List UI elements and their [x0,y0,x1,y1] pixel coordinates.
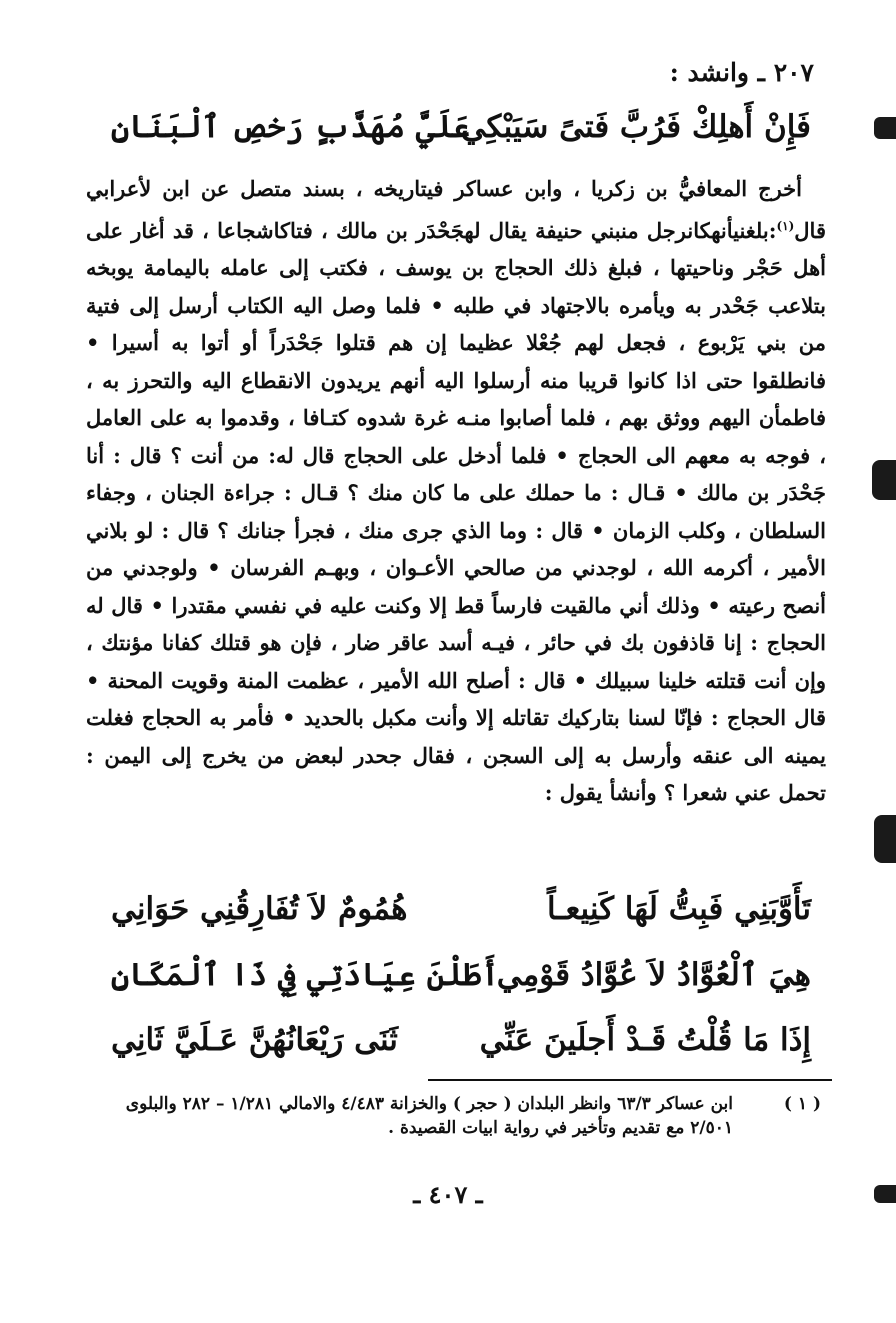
poem-line-1-second: هُمُومٌ لاَ تُفَارِقُنِي حَوَانِي [111,891,408,927]
narrative-opening: أخرج المعافيُّ بن زكريا ، وابن عساكر فيتاريخه ، بسند متصل عن ابن لأعرابي قال [86,176,826,243]
footnote [81,1092,821,1140]
poem-line-3 [111,1013,811,1067]
verse-first-hemistich: فَإِنْ أَهلِكْ فَرُبَّ فَتىً سَيَبْكِي [460,109,811,145]
margin-ink-mark [872,460,896,500]
margin-ink-mark [874,1185,896,1203]
entry-heading: ٢٠٧ ـ وانشد : [669,58,814,87]
poem-line-1 [111,882,811,936]
footnote-number: ( ١ ) [783,1094,821,1114]
narrative-body: :بلغنيأنهكانرجل منبني حنيفة يقال لهجَحْدَر بن مالك ، فتاكاشجاعا ، قد أغار على أهل حَجْر وناحيتها ، فبلغ ذلك الحجاج بن يوسف ، فكتب إلى عامله باليمامة يوبخه بتلاعب جَحْدر به ويأمره بالاجتهاد في طلبه • فلما وصل اليه الكتاب أرسل إلى فتية من بني يَرْبوع ، فجعل لهم جُعْلا عظيما إن هم قتلوا جَحْدَراً أو أتوا به أسيرا • فانطلقوا حتى اذا كانوا قريبا منه أرسلوا اليه أنهم يريدون الانقطاع اليه والتحرز به ، فاطمأن اليهم ووثق بهم ، فلما أصابوا منـه غرة شدوه كتـافا ، وقدموا به على العامل ، فوجه به معهم الى الحجاج • فلما أدخل على الحجاج قال له: من أنت ؟ قال : أنا جَحْدَر بن مالك • قـال : ما حملك على ما كان منك ؟ قـال : جراءة الجنان ، وجفاء السلطان ، وكلب الزمان • قال : وما الذي جرى منك ، فجرأ جنانك ؟ قال : لو بلاني الأمير ، أكرمه الله ، لوجدني من صالحي الأعـوان ، وبهـم الفرسان • ولوجدني من أنصح رعيته • وذلك أني مالقيت فارساً قط إلا وكنت عليه في نفسي مقتدرا • قال له الحجاج : إنا قاذفون بك في حائر ، فيـه أسد عاقر ضار ، فإن هو قتلك كفانا مؤنتك ، وإن أنت قتلته خلينا سبيلك • قال : أصلح الله الأمير ، عظمت المنة وقويت المحنة • قال الحجاج : فإنّا لسنا بتاركيك تقاتله إلا وأنت مكبل بالحديد • فأمر به الحجاج فغلت يمينه الى عنقه وأرسل به إلى السجن ، فقال جحدر لبعض من يخرج إلى اليمن : تحمل عني شعرا ؟ وأنشأ يقول : [86,217,826,805]
poem-line-2-second: أَطَلْنَ عِيَادَتِي فِي ذَا ٱلْمَكَانِ [111,957,500,993]
narrative-text [86,170,826,812]
poem-line-1-first: تَأَوَّبَنِي فَبِتُّ لَهَا كَنِيعـاً [547,891,811,927]
narrative-paragraph [86,170,826,812]
margin-ink-mark [874,815,896,863]
verse-second-hemistich: عَلَيَّ مُهَذَّبٍ رَخصِ ٱلْبَنَانِ [111,109,471,145]
margin-ink-mark [874,117,896,139]
poem-line-3-first: إِذَا مَا قُلْتُ قَـدْ أَجلَينَ عَنِّي [479,1022,811,1058]
poem-line-2 [111,948,811,1002]
page-number: ـ ٤٠٧ ـ [413,1180,483,1209]
first-verse [111,100,811,154]
poem-line-2-first: هِيَ ٱلْعُوَّادُ لاَ عُوَّادُ قَوْمِي [496,957,811,993]
footnote-divider [428,1079,832,1081]
poem-line-3-second: ثَنَى رَيْعَانُهُنَّ عَـلَيَّ ثَانِي [111,1022,398,1058]
footnote-text: ابن عساكر ٦٣/٣ وانظر البلدان ( حجر ) والخزانة ٤/٤٨٣ والامالي ١/٢٨١ – ٢٨٢ والبلوى ٢/٥٠١ مع تقديم وتأخير في رواية ابيات القصيدة . [125,1094,733,1138]
footnote-marker: (١) [776,218,795,233]
